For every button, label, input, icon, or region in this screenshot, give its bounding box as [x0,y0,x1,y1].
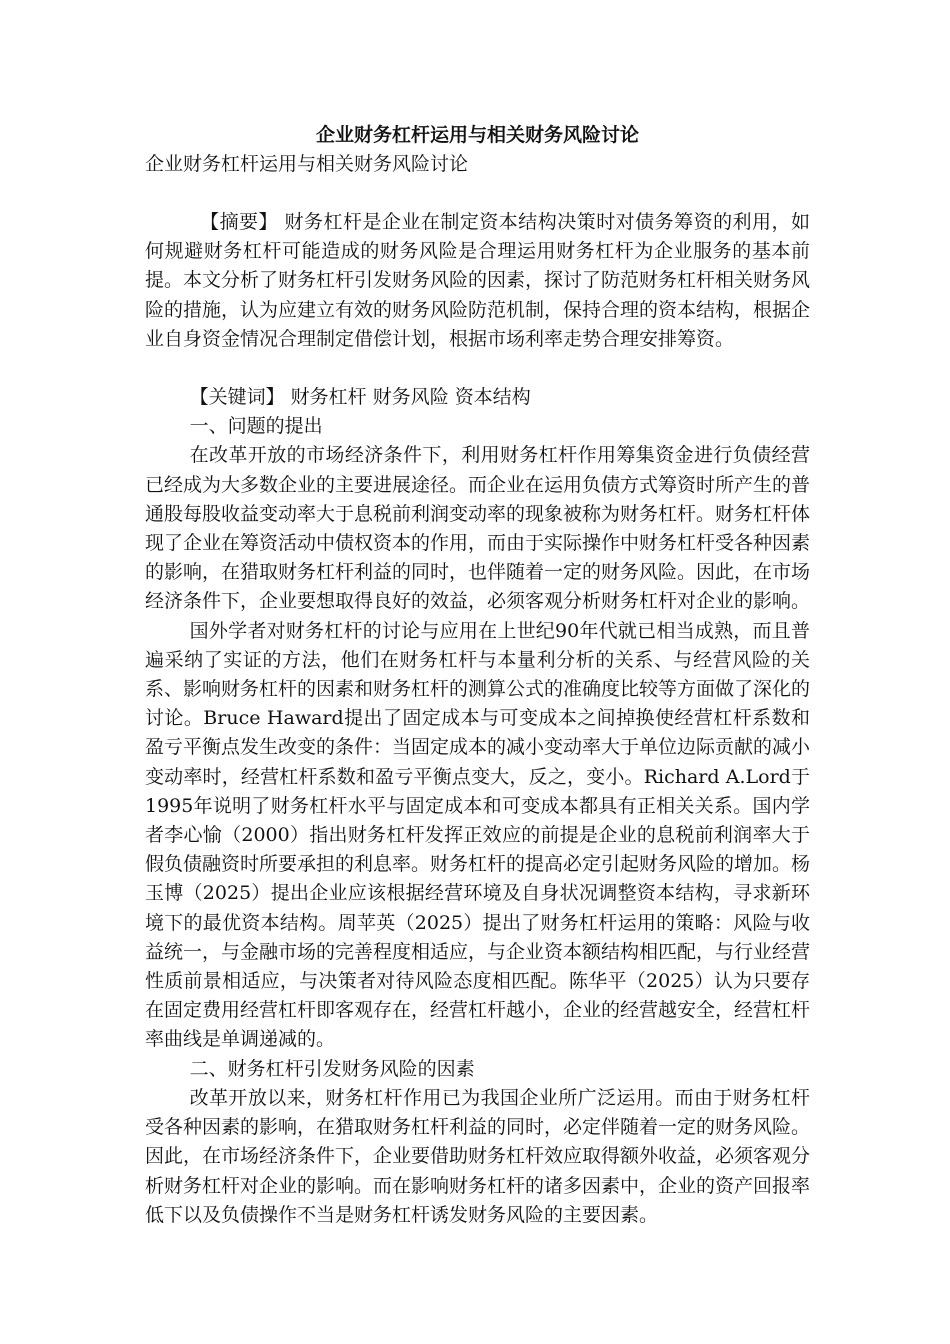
section-heading-1: 一、问题的提出 [189,415,323,438]
document-title: 企业财务杠杆运用与相关财务风险讨论 [315,124,639,146]
section-heading-2: 二、财务杠杆引发财务风险的因素 [189,1057,475,1080]
keywords-line: 【关键词】 财务杠杆 财务风险 资本结构 [189,386,531,409]
document-subtitle: 企业财务杠杆运用与相关财务风险讨论 [145,153,469,175]
blank-line [145,354,810,383]
document-page [145,121,810,1230]
abstract-paragraph: 【摘要】 财务杠杆是企业在制定资本结构决策时对债务筹资的利用，如何规避财务杠杆可能造成的财务风险是合理运用财务杠杆为企业服务的基本前提。本文分析了财务杠杆引发财务风险的因素，探讨了防范财务杠杆相关财务风险的措施，认为应建立有效的财务风险防范机制，保持合理的资本结构，根据企业自身资金情况合理制定借偿计划，根据市场利率走势合理安排筹资。 [145,211,811,350]
body-paragraph: 改革开放以来，财务杠杆作用已为我国企业所广泛运用。而由于财务杠杆受各种因素的影响，在猎取财务杠杆利益的同时，必定伴随着一定的财务风险。因此，在市场经济条件下，企业要借助财务杠杆效应取得额外收益，必须客观分析财务杠杆对企业的影响。而在影响财务杠杆的诸多因素中，企业的资产回报率低下以及负债操作不当是财务杠杆诱发财务风险的主要因素。 [145,1086,811,1226]
body-paragraph: 在改革开放的市场经济条件下，利用财务杠杆作用筹集资金进行负债经营已经成为大多数企业的主要进展途径。而企业在运用负债方式筹资时所产生的普通股每股收益变动率大于息税前利润变动率的现象被称为财务杠杆。财务杠杆体现了企业在筹资活动中债权资本的作用，而由于实际操作中财务杠杆受各种因素的影响，在猎取财务杠杆利益的同时，也伴随着一定的财务风险。因此，在市场经济条件下，企业要想取得良好的效益，必须客观分析财务杠杆对企业的影响。 [145,444,811,613]
body-paragraph: 国外学者对财务杠杆的讨论与应用在上世纪90年代就已相当成熟，而且普遍采纳了实证的方法，他们在财务杠杆与本量利分析的关系、与经营风险的关系、影响财务杠杆的因素和财务杠杆的测算公式的准确度比较等方面做了深化的讨论。Bruce Haward提出了固定成本与可变成本之间掉换使经营杠杆系数和盈亏平衡点发生改变的条件：当固定成本的减小变动率大于单位边际贡献的减小变动率时，经营杠杆系数和盈亏平衡点变大，反之，变小。Richard A.Lord于1995年说明了财务杠杆水平与固定成本和可变成本都具有正相关关系。国内学者李心愉（2000）指出财务杠杆发挥正效应的前提是企业的息税前利润率大于假负债融资时所要承担的利息率。财务杠杆的提高必定引起财务风险的增加。杨玉博（2025）提出企业应该根据经营环境及自身状况调整资本结构，寻求新环境下的最优资本结构。周苹英（2025）提出了财务杠杆运用的策略：风险与收益统一，与金融市场的完善程度相适应，与企业资本额结构相匹配，与行业经营性质前景相适应，与决策者对待风险态度相匹配。陈华平（2025）认为只要存在固定费用经营杠杆即客观存在，经营杠杆越小，企业的经营越安全，经营杠杆率曲线是单调递减的。 [145,619,811,1051]
blank-line [145,179,810,208]
